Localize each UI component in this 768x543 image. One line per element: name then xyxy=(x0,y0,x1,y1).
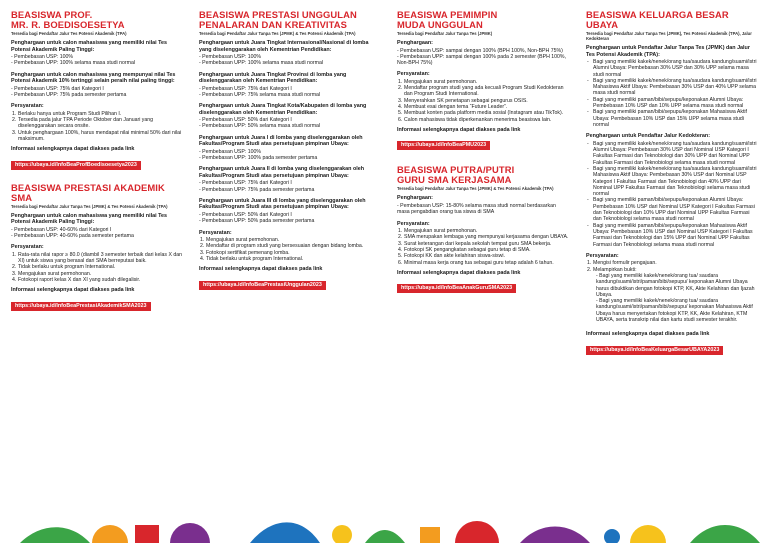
requirements-heading: Persyaratan: xyxy=(586,252,619,259)
benefit-list xyxy=(199,180,377,193)
benefit-list xyxy=(11,86,186,99)
list-item: 2. SMA merupakan lembaga yang mempunyai kerjasama dengan UBAYA. xyxy=(398,234,569,241)
section-title: BEASISWA PEMIMPIN MUDA UNGGULAN xyxy=(397,9,498,30)
list-item: 2. Tersedia pada jalur TPA Periode Oktober dan Januari yang diselenggarakan secara onsite. xyxy=(12,116,154,130)
list-item: - Pembebasan UPP: 40-60% pada semester pertama xyxy=(11,232,134,239)
benefit-list xyxy=(586,141,758,248)
list-item: - Bagi yang memiliki kakek/nenek/orang tua/ saudara kandung/suami/istri/paman/bibi/sepupu/ keponakan Mahasiswa Aktif Ubaya harus menyertakan fotokopi KTP, KK, Akte Kelahiran, KTM UBAYA, serta transkrip nilai dan kartu studi semester terakhir. xyxy=(596,298,753,323)
info-link[interactable]: https://ubaya.id/InfoBeaAnakGuruSMA2023 xyxy=(397,284,516,293)
list-item: 3. Surat keterangan dari kepala sekolah tempat guru SMA bekerja. xyxy=(398,240,552,247)
section-title: BEASISWA KELUARGA BESAR UBAYA xyxy=(586,9,729,30)
benefit-list xyxy=(397,48,569,67)
yellow-circle xyxy=(332,525,352,543)
orange-block-shape xyxy=(420,527,440,543)
info-link[interactable]: https://ubaya.id/InfoBeaProfBoedisoesetya2023 xyxy=(11,161,141,170)
requirements-list xyxy=(397,79,569,123)
list-item: 2. Melampirkan bukti: xyxy=(587,266,637,273)
list-item: - Pembebasan USP: sampai dengan 100% (BPH 100%, Non-BPH 75%) xyxy=(397,47,563,54)
requirements-heading: Persyaratan: xyxy=(11,103,44,110)
list-item: 1. Mengisi formulir pengajuan. xyxy=(587,260,657,267)
info-link[interactable]: https://ubaya.id/InfoBeaPrestasiUnggulan2023 xyxy=(199,281,326,290)
section-boedisoesetya xyxy=(11,10,186,171)
column-3 xyxy=(397,10,569,294)
benefit-list xyxy=(199,149,377,162)
info-text: Informasi selengkapnya dapat diakses pada link xyxy=(11,287,135,294)
purple-wave-shape xyxy=(520,527,590,543)
section-heading: Penghargaan untuk Juara Tingkat Internasional/Nasional di lomba yang diselenggarakan oleh Kementrian Pendidikan: xyxy=(199,40,369,53)
proof-list xyxy=(586,273,758,323)
section-heading: Penghargaan untuk Juara I di lomba yang diselenggarakan oleh Fakultas/Program Studi atas persetujuan pimpinan Ubaya: xyxy=(199,134,363,148)
section-heading: Penghargaan: xyxy=(397,195,433,202)
blue-wave-shape xyxy=(250,522,320,543)
benefit-list xyxy=(199,117,377,130)
list-item: 2. Mendaftar program studi yang ada kecuali Program Studi Kedokteran dan Program Studi International. xyxy=(398,85,564,98)
list-item: 3. Mengajukan surat permohonan. xyxy=(12,270,92,277)
section-title: BEASISWA PRESTASI UNGGULAN PENALARAN DAN KREATIVITAS xyxy=(199,9,357,30)
list-item: - Bagi yang memiliki kakek/nenek/orang tua/ saudara kandung/suami/istri/paman/bibi/sepupu/ keponakan Alumni Ubaya harus dibuktikan dengan fotokopi KTP, KK, Akte Kelahiran dan Ijazah Ubaya. xyxy=(596,272,755,298)
list-item: 1. Mengajukan surat permohonan. xyxy=(398,78,478,85)
list-item: 1. Rata-rata nilai rapor ≥ 80.0 (diambil 3 semester terbaik dari kelas X dan XI) untuk siswa yang berasal dari SMA berreputasi baik. xyxy=(12,251,183,265)
section-heading: Penghargaan: xyxy=(397,40,433,46)
benefit-list xyxy=(11,227,186,240)
benefit-list xyxy=(397,203,569,216)
section-heading: Penghargaan untuk calon mahasiswa yang memiliki nilai Tes Potensi Akademik Paling Tinggi: xyxy=(11,212,167,226)
section-heading: Penghargaan untuk Pendaftar Jalur Tanpa Tes (JPMK) dan Jalur Tes Potensi Akademik (TPA): xyxy=(586,45,750,58)
list-item: 4. Membuat esai dengan tema “Future Leader”. xyxy=(398,104,508,111)
section-title: BEASISWA PUTRA/PUTRI GURU SMA KERJASAMA xyxy=(397,164,515,186)
list-item: - Pembebasan USP: 100% xyxy=(199,148,261,155)
requirements-list xyxy=(11,252,186,283)
requirements-list xyxy=(586,260,758,273)
section-heading: Penghargaan untuk Pendaftar Jalur Kedokteran: xyxy=(586,133,711,140)
list-item: 1. Mengajukan surat permohonan. xyxy=(200,237,280,244)
list-item: - Pembebasan UPP: 100% pada semester pertama xyxy=(199,155,318,162)
section-heading: Penghargaan untuk Juara II di lomba yang diselenggarakan oleh Fakultas/Program Studi atas persetujuan pimpinan Ubaya: xyxy=(199,166,365,179)
section-subtitle: Tersedia bagi Pendaftar Jalur Tanpa Tes (JPMK) & Tes Potensi Akademik (TPA) xyxy=(397,186,554,192)
list-item: 6. Minimal masa kerja orang tua sebagai guru tetap adalah 6 tahun. xyxy=(398,259,554,266)
list-item: 3. Fotokopi sertifikat pemenang lomba. xyxy=(200,249,290,256)
red-arc-shape xyxy=(455,521,499,543)
section-subtitle: Tersedia bagi Pendaftar Jalur Tanpa Tes (JPMK) & Tes Potensi Akademik (TPA) xyxy=(199,31,356,36)
list-item: - Pembebasan UPP: 75% pada semester pertama xyxy=(11,91,127,98)
requirements-list xyxy=(199,237,377,262)
list-item: - Pembebasan USP: 50% dari Kategori I xyxy=(199,117,292,124)
info-text: Informasi selengkapnya dapat diakses pada link xyxy=(199,266,323,273)
requirements-heading: Persyaratan: xyxy=(199,229,232,236)
list-item: - Bagi yang memiliki paman/bibi/sepupu/keponakan Mahasiswa Aktif Ubaya: Pembebasan 10% USP dan 15% UPP selama masa studi normal xyxy=(587,109,747,128)
section-heading: Penghargaan untuk Juara Tingkat Provinsi di lomba yang diselenggarakan oleh Kementrian Pendidikan: xyxy=(199,71,347,85)
red-block-shape xyxy=(135,525,159,543)
info-link[interactable]: https://ubaya.id/InfoBeaPMU2023 xyxy=(397,141,490,150)
section-subtitle: Tersedia bagi Pendaftar Jalur Tes Potensi Akademik (TPA) xyxy=(11,31,127,36)
info-text: Informasi selengkapnya dapat diakses pada link xyxy=(586,331,710,338)
list-item: 3. Untuk penghargaan 100%, harus mendapat nilai minimal 50% dari nilai maksimum. xyxy=(12,129,182,142)
green-leaf-shape xyxy=(365,530,405,543)
list-item: 2. Tidak berlaku untuk program International. xyxy=(12,264,116,271)
yellow-arc-shape xyxy=(630,525,666,543)
list-item: - Pembebasan UPP: sampai dengan 100% pada 2 semester (BPH 100%, Non-BPH 75%) xyxy=(397,53,566,67)
list-item: 6. Calon mahasiswa tidak diperkenankan menerima beasiswa lain. xyxy=(398,116,552,123)
section-pemimpin-muda xyxy=(397,10,569,151)
list-item: - Bagi yang memiliki kakek/nenek/orang tua/saudara kandung/suami/istri Mahasiswa Aktif Ubaya: Pembebasan 30% USP dan 40% UPP selama masa studi normal xyxy=(587,77,757,97)
section-heading: Penghargaan untuk calon mahasiswa yang mempunyai nilai Tes Potensi Akademik 10% tertinggi selain peraih nilai paling tinggi: xyxy=(11,71,176,85)
section-putra-putri-guru xyxy=(397,165,569,294)
info-text: Informasi selengkapnya dapat diakses pada link xyxy=(397,269,521,276)
benefit-list xyxy=(11,54,186,67)
requirements-heading: Persyaratan: xyxy=(11,244,44,251)
purple-arc-shape xyxy=(170,523,210,543)
list-item: 5. Membuat konten pada platform media sosial (Instagram atau TikTok). xyxy=(398,110,564,117)
list-item: - Pembebasan UPP: 50% pada semester pertama xyxy=(199,218,315,225)
list-item: - Bagi yang memiliki kakek/nenek/orang tua/saudara kandung/suami/istri Mahasiswa Aktif Ubaya: Pembebasan 30% USP dari Nominal USP Kategori I Fakultas Farmasi dan Teknobiologi dan 40% UPP dari Nominal UPP Fakultas Farmasi dan Teknobiologi selama masa studi normal xyxy=(587,165,757,198)
benefit-list xyxy=(586,59,758,128)
section-heading: Penghargaan untuk Juara Tingkat Kota/Kabupaten di lomba yang diselenggarakan oleh Kementrian Pendidikan: xyxy=(199,103,367,116)
info-text: Informasi selengkapnya dapat diakses pada link xyxy=(11,146,135,153)
section-prestasi-akademik-sma xyxy=(11,183,186,312)
requirements-list xyxy=(397,228,569,266)
list-item: - Pembebasan UPP: 100% selama masa studi normal xyxy=(199,60,323,67)
blue-circle xyxy=(604,529,620,543)
column-4 xyxy=(586,10,758,356)
section-title: BEASISWA PRESTASI AKADEMIK SMA xyxy=(11,181,165,203)
list-item: - Pembebasan UPP: 75% pada semester pertama xyxy=(199,186,315,193)
list-item: - Bagi yang memiliki paman/bibi/sepupu/keponakan Mahasiswa Aktif Ubaya: Pembebasan 10% USP dari Nominal USP Kategori I Fakultas Farmasi dan Teknobiologi dan 15% UPP dari Nominal UPP Fakultas Farmasi dan Teknobiologi selama masa studi normal xyxy=(587,222,753,248)
list-item: - Bagi yang memiliki paman/bibi/sepupu/keponakan Alumni Ubaya: Pembebasan 10% USP dari Nominal USP Kategori I Fakultas Farmasi dan Teknobiologi dan 10% UPP dari Nominal UPP Fakultas Farmasi dan Teknobiologi selama masa studi normal xyxy=(587,197,755,223)
decorative-footer xyxy=(0,503,768,543)
section-subtitle: Tersedia bagi Pendaftar Jalur Tanpa Tes (JPMK) & Tes Potensi Akademik (TPA) xyxy=(11,203,168,209)
green-arc-shape xyxy=(690,525,760,543)
list-item: - Bagi yang memiliki kakek/nenek/orang tua/saudara kandung/suami/istri Alumni Ubaya: Pembebasan 30% USP dari Nominal USP Kategori I Fakultas Farmasi dan Teknobiologi dan 30% UPP dari Nominal UPP Fakultas Farmasi dan Teknobiologi selama masa studi normal xyxy=(587,140,757,166)
list-item: - Pembebasan UPP: 75% selama masa studi normal xyxy=(199,91,321,98)
list-item: - Pembebasan USP: 100% xyxy=(11,54,73,60)
column-2 xyxy=(199,10,377,291)
list-item: - Pembebasan UPP: 50% selama masa studi normal xyxy=(199,123,321,130)
benefit-list xyxy=(199,54,377,67)
list-item: - Pembebasan USP: 75% dari Kategori I xyxy=(11,85,104,92)
orange-half-circle xyxy=(92,525,128,543)
list-item: 4. Fotokopi raport kelas X dan XI yang sudah dilegalisir. xyxy=(12,276,141,283)
info-link[interactable]: https://ubaya.id/InfoBeaKeluargaBesarUBAYA2023 xyxy=(586,346,723,355)
list-item: - Pembebasan USP: 75% dari Kategori I xyxy=(199,180,292,187)
green-wave-shape xyxy=(20,527,90,543)
section-heading: Penghargaan untuk calon mahasiswa yang memiliki nilai Tes Potensi Akademik Paling Tinggi: xyxy=(11,40,167,53)
list-item: 3. Menyerahkan SK penetapan sebagai pengurus OSIS. xyxy=(398,97,528,104)
list-item: - Pembebasan UPP: 100% selama masa studi normal xyxy=(11,60,135,67)
requirements-heading: Persyaratan: xyxy=(397,71,430,78)
section-title: BEASISWA PROF. MR. R. BOEDISOESETYA xyxy=(11,9,125,30)
list-item: - Pembebasan USP: 75% dari Kategori I xyxy=(199,85,292,92)
requirements-list xyxy=(11,111,186,142)
list-item: - Pembebasan USP: 100% xyxy=(199,54,261,60)
list-item: - Pembebasan USP: 40-60% dari Kategori I xyxy=(11,226,112,233)
list-item: 1. Mengajukan surat permohonan. xyxy=(398,228,478,235)
info-text: Informasi selengkapnya dapat diakses pada link xyxy=(397,126,521,133)
list-item: 5. Fotokopi KK dan akte kelahiran siswa-siswi. xyxy=(398,253,505,260)
section-subtitle: Tersedia bagi Pendaftar Jalur Tanpa Tes (JPMK), Tes Potensi Akademik (TPA), Jalur Kedokteran xyxy=(586,31,752,41)
info-link[interactable]: https://ubaya.id/InfoBeaPrestasiAkademikSMA2023 xyxy=(11,302,151,311)
list-item: 2. Mendaftar di program studi yang bersesuaian dengan bidang lomba. xyxy=(200,243,364,250)
list-item: - Bagi yang memiliki kakek/nenek/orang tua/saudara kandung/suami/istri Alumni Ubaya: Pembebasan 30% USP dan 30% UPP selama masa studi normal xyxy=(587,59,757,78)
list-item: - Bagi yang memiliki paman/bibi/sepupu/keponakan Alumni Ubaya: Pembebasan 10% USP dan 10% UPP selama masa studi normal xyxy=(587,96,744,110)
requirements-heading: Persyaratan: xyxy=(397,220,430,227)
list-item: 1. Berlaku hanya untuk Program Studi Pilihan I. xyxy=(12,110,122,117)
list-item: 4. Fotokopi SK pengangkatan sebagai guru tetap di SMA. xyxy=(398,246,531,253)
list-item: - Pembebasan USP: 15-80% selama masa studi normal berdasarkan masa pengabdian orang tua siswa di SMA xyxy=(397,202,556,216)
list-item: - Pembebasan USP: 50% dari Kategori I xyxy=(199,211,292,218)
column-1 xyxy=(11,10,186,312)
section-subtitle: Tersedia bagi Pendaftar Jalur Tanpa Tes (JPMK) xyxy=(397,31,493,36)
list-item: 4. Tidak berlaku untuk program International. xyxy=(200,255,304,262)
benefit-list xyxy=(199,212,377,225)
benefit-list xyxy=(199,86,377,99)
section-heading: Penghargaan untuk Juara III di lomba yang diselenggarakan oleh Fakultas/Program Studi atas persetujuan pimpinan Ubaya: xyxy=(199,197,366,211)
